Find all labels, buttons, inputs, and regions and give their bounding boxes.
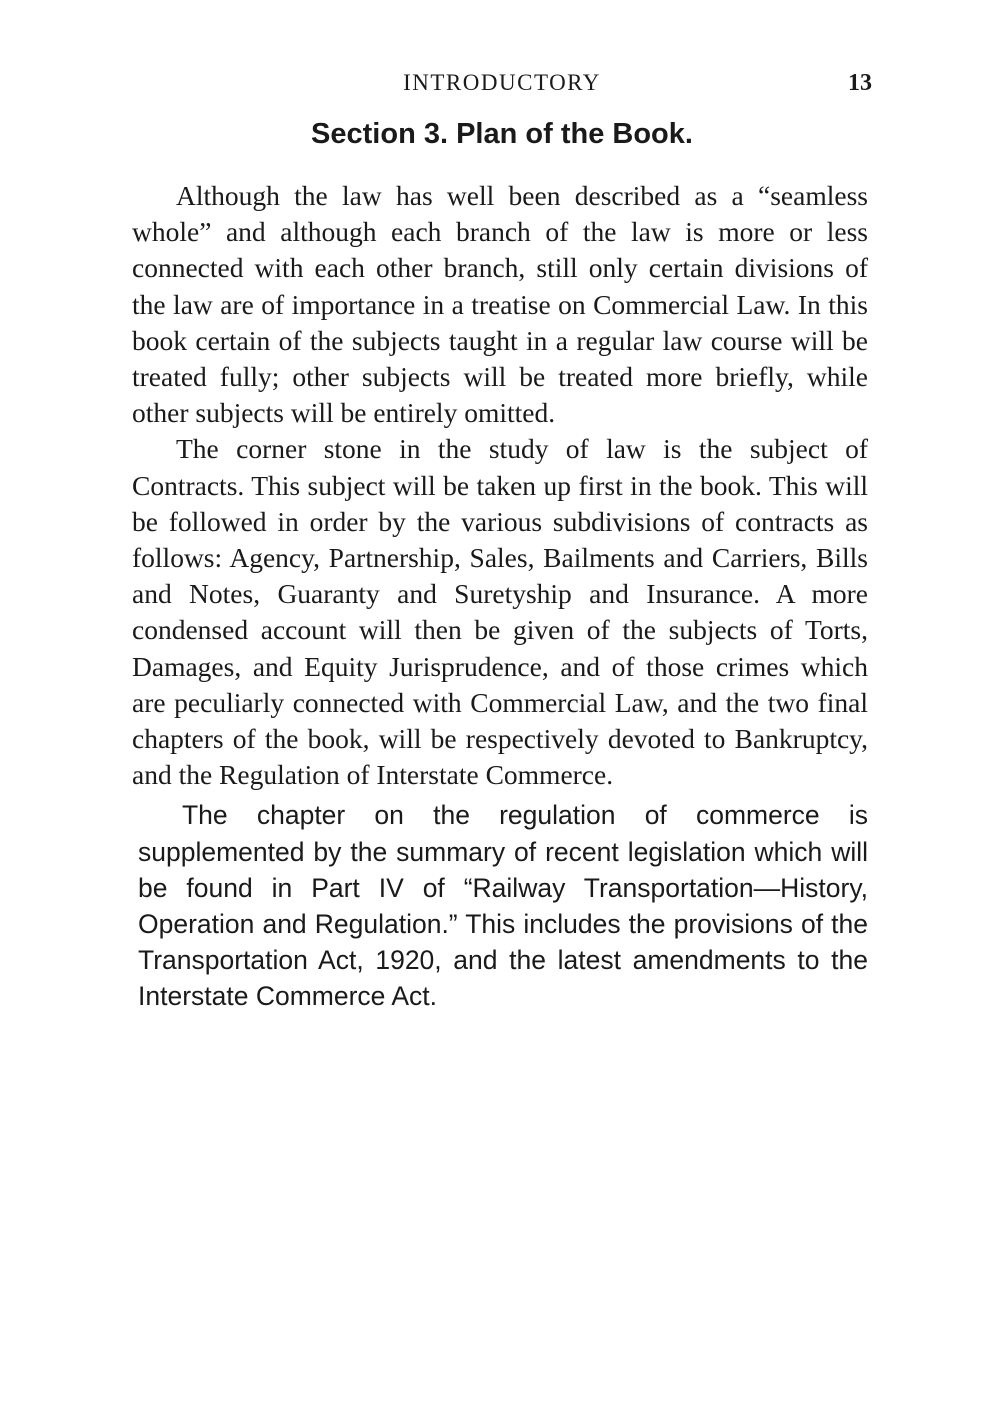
body-text <box>132 178 868 1015</box>
running-title: INTRODUCTORY <box>403 70 601 95</box>
paragraph-commerce-regulation: The chapter on the regulation of commerce is supplemented by the summary of recent legislation which will be found in Part IV of “Railway Transportation—History, Operation and Regulation.” This includes the provisions of the Transportation Act, 1920, and the latest amendments to the Interstate Commerce Act. <box>138 800 868 1012</box>
running-head <box>132 70 872 110</box>
page-number: 13 <box>848 70 872 96</box>
section-heading: Section 3. Plan of the Book. <box>311 118 693 150</box>
paragraph-contracts: The corner stone in the study of law is the subject of Contracts. This subject will be taken up first in the book. This will be followed in order by the various subdivisions of contracts as follows: Agency, Partnership, Sales, Bailments and Carriers, Bills and Notes, Guaranty and Suretyship and Insurance. A more condensed account will then be given of the subjects of Torts, Damages, and Equity Jurisprudence, and of those crimes which are peculiarly connected with Commercial Law, and the two final chapters of the book, will be respectively devoted to Bankruptcy, and the Regulation of Interstate Commerce. <box>132 433 868 791</box>
paragraph-intro: Although the law has well been described as a “seamless whole” and although each branch of the law is more or less connected with each other branch, still only certain divisions of the law are of importance in a treatise on Commercial Law. In this book certain of the subjects taught in a regular law course will be treated fully; other subjects will be treated more briefly, while other subjects will be entirely omitted. <box>132 180 868 429</box>
